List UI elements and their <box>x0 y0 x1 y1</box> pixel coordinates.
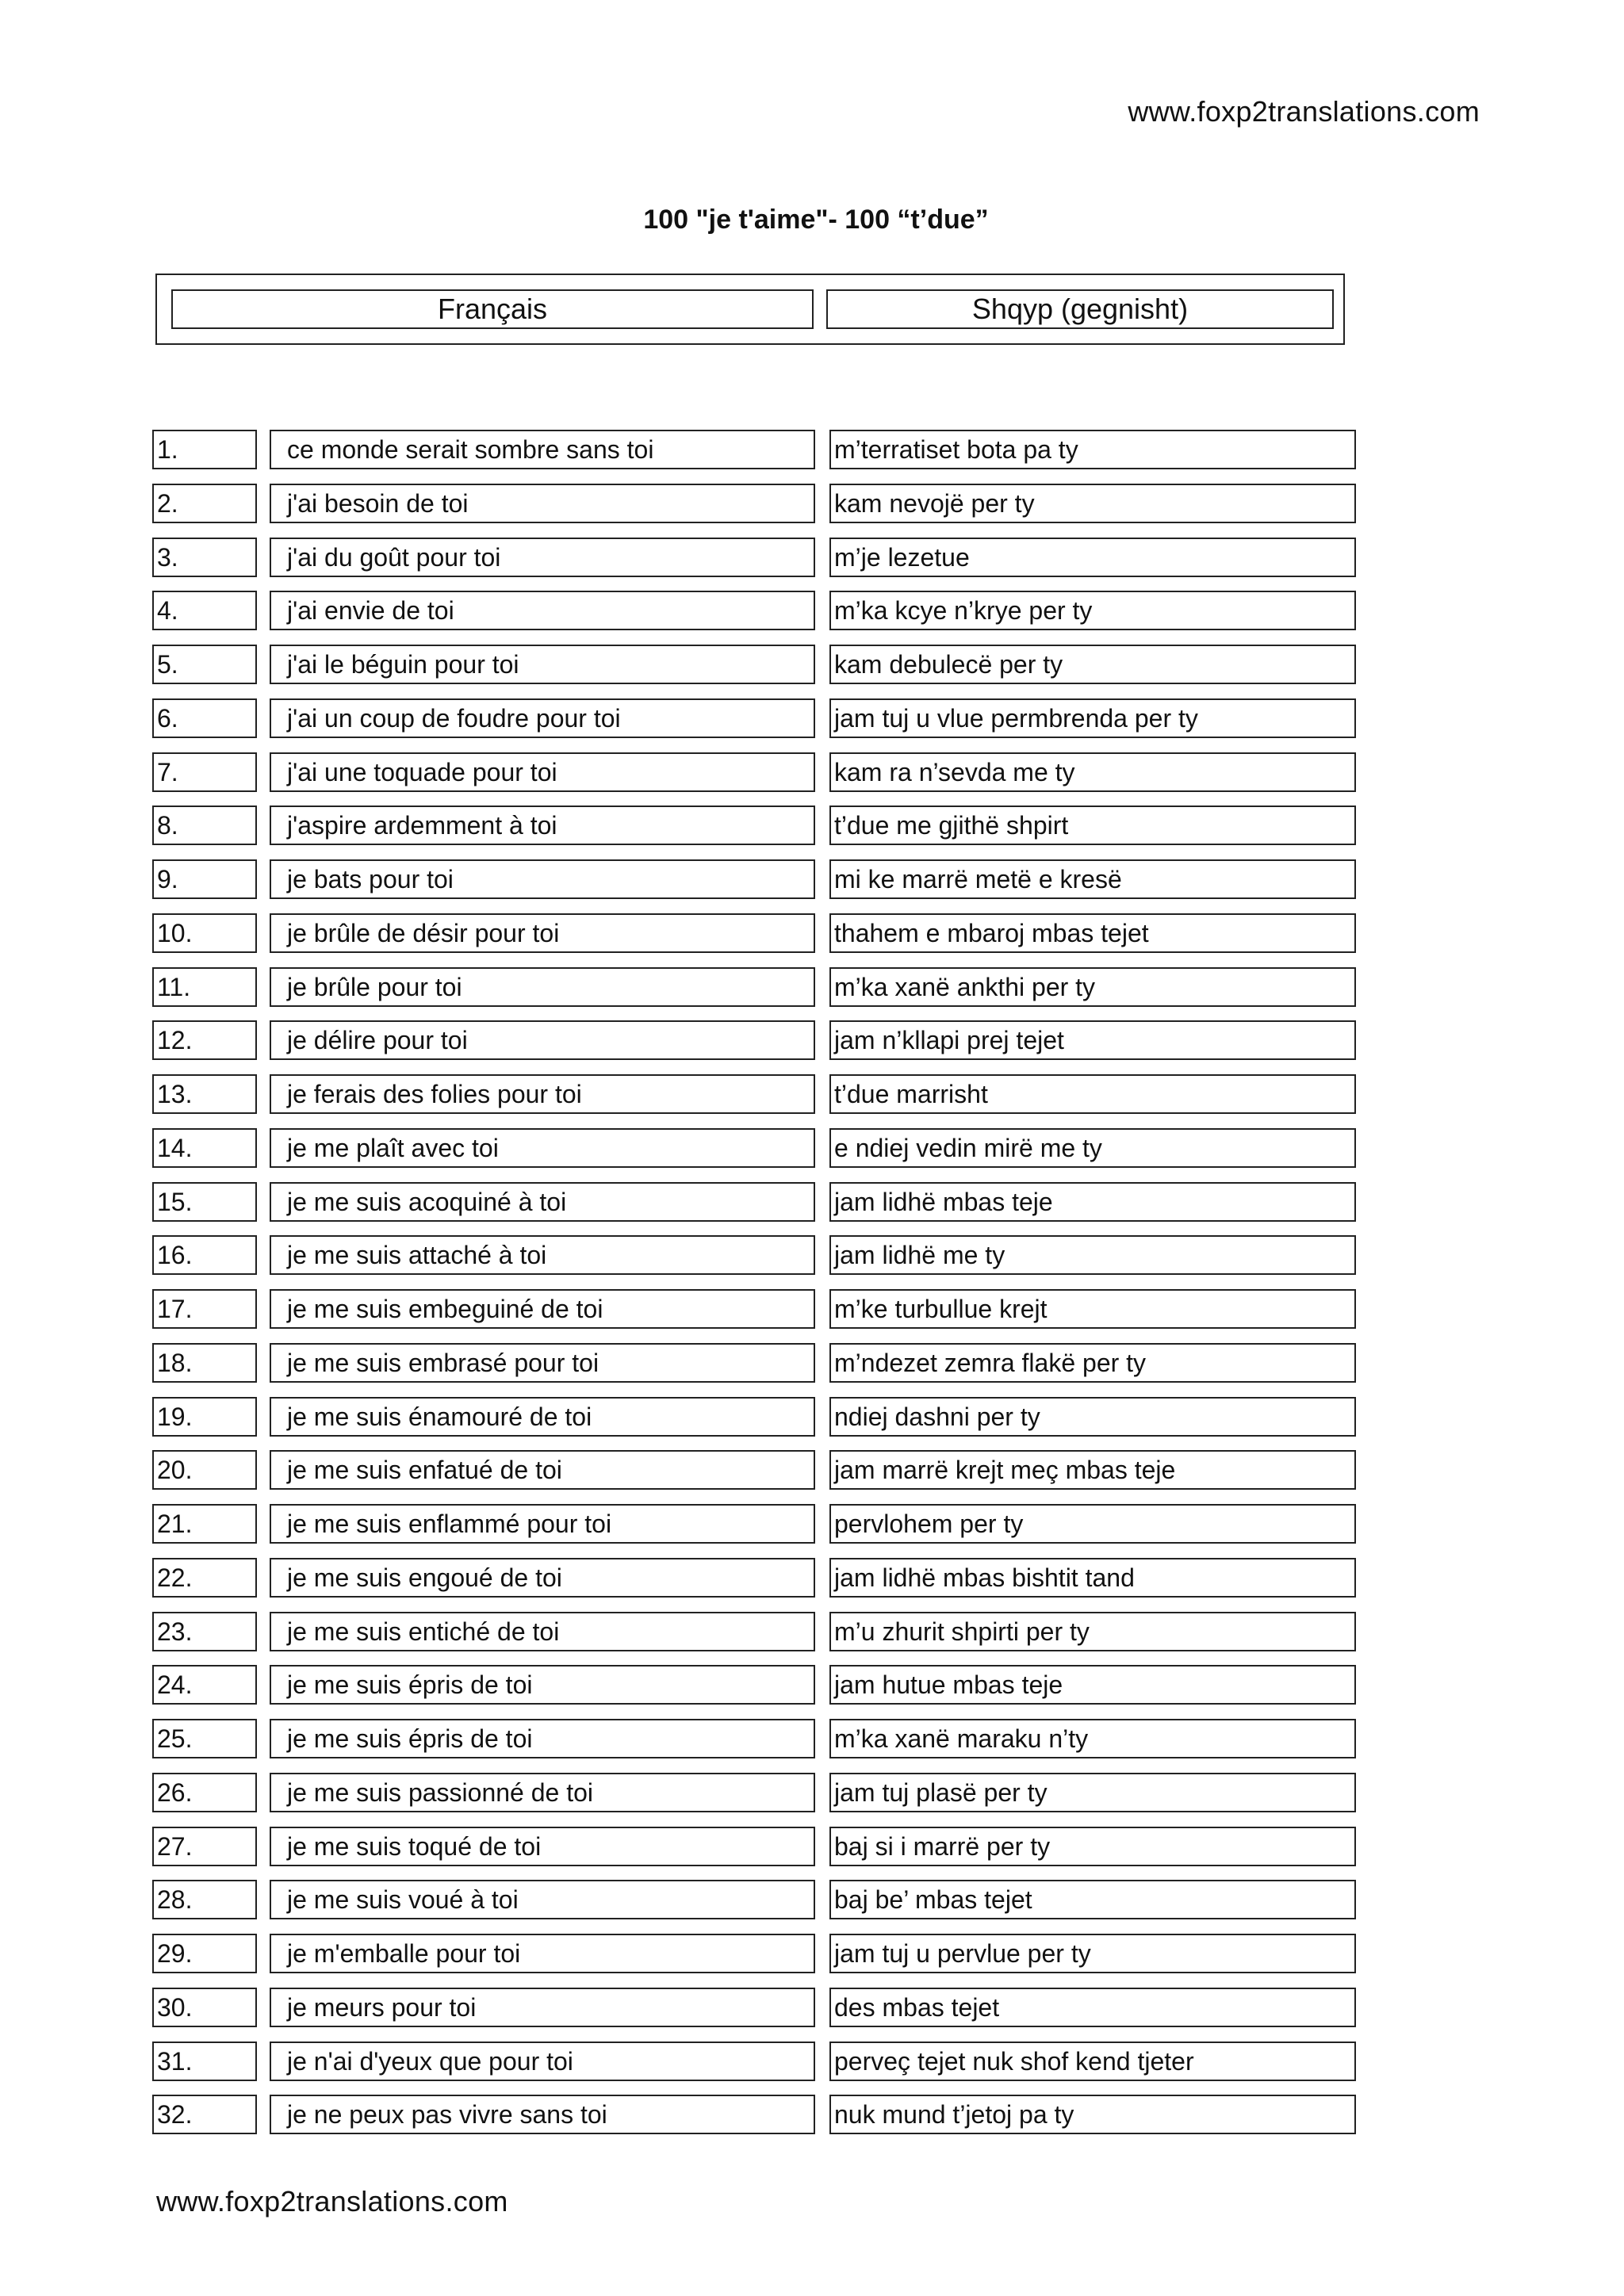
row-number: 18. <box>152 1343 257 1383</box>
row-number: 9. <box>152 859 257 899</box>
table-row <box>0 1397 1624 1437</box>
albanian-phrase: pervlohem per ty <box>829 1504 1356 1544</box>
row-number: 29. <box>152 1934 257 1973</box>
albanian-phrase: thahem e mbaroj mbas tejet <box>829 913 1356 953</box>
albanian-phrase: t’due marrisht <box>829 1074 1356 1114</box>
french-phrase: j'ai du goût pour toi <box>270 538 815 577</box>
column-header-albanian: Shqyp (gegnisht) <box>826 289 1334 329</box>
albanian-phrase: e ndiej vedin mirë me ty <box>829 1128 1356 1168</box>
albanian-phrase: jam tuj u vlue permbrenda per ty <box>829 698 1356 738</box>
row-number: 22. <box>152 1558 257 1598</box>
albanian-phrase: t’due me gjithë shpirt <box>829 806 1356 845</box>
footer-website: www.foxp2translations.com <box>156 2185 508 2218</box>
albanian-phrase: kam debulecë per ty <box>829 645 1356 684</box>
french-phrase: je me suis épris de toi <box>270 1719 815 1758</box>
albanian-phrase: nuk mund t’jetoj pa ty <box>829 2095 1356 2134</box>
table-row <box>0 1450 1624 1490</box>
row-number: 12. <box>152 1020 257 1060</box>
french-phrase: je me suis toqué de toi <box>270 1827 815 1866</box>
row-number: 7. <box>152 752 257 792</box>
french-phrase: j'ai un coup de foudre pour toi <box>270 698 815 738</box>
french-phrase: je me plaît avec toi <box>270 1128 815 1168</box>
table-row <box>0 1880 1624 1919</box>
table-row <box>0 752 1624 792</box>
table-row <box>0 1289 1624 1329</box>
column-header-frame <box>155 274 1345 345</box>
row-number: 30. <box>152 1988 257 2027</box>
row-number: 27. <box>152 1827 257 1866</box>
french-phrase: je ferais des folies pour toi <box>270 1074 815 1114</box>
french-phrase: j'ai le béguin pour toi <box>270 645 815 684</box>
french-phrase: je m'emballe pour toi <box>270 1934 815 1973</box>
page-title: 100 "je t'aime"- 100 “t’due” <box>643 205 989 235</box>
table-row <box>0 913 1624 953</box>
french-phrase: je me suis entiché de toi <box>270 1612 815 1651</box>
albanian-phrase: perveç tejet nuk shof kend tjeter <box>829 2042 1356 2081</box>
albanian-phrase: m’terratiset bota pa ty <box>829 430 1356 469</box>
table-row <box>0 1074 1624 1114</box>
table-row <box>0 859 1624 899</box>
albanian-phrase: ndiej dashni per ty <box>829 1397 1356 1437</box>
row-number: 20. <box>152 1450 257 1490</box>
table-row <box>0 1504 1624 1544</box>
french-phrase: je me suis embeguiné de toi <box>270 1289 815 1329</box>
table-row <box>0 2095 1624 2134</box>
row-number: 2. <box>152 484 257 523</box>
table-row <box>0 1128 1624 1168</box>
french-phrase: je me suis attaché à toi <box>270 1235 815 1275</box>
row-number: 10. <box>152 913 257 953</box>
row-number: 23. <box>152 1612 257 1651</box>
table-row <box>0 1235 1624 1275</box>
french-phrase: je me suis voué à toi <box>270 1880 815 1919</box>
albanian-phrase: jam marrë krejt meç mbas teje <box>829 1450 1356 1490</box>
albanian-phrase: m’ka xanë maraku n’ty <box>829 1719 1356 1758</box>
french-phrase: j'ai envie de toi <box>270 591 815 630</box>
french-phrase: je brûle pour toi <box>270 967 815 1007</box>
french-phrase: je me suis engoué de toi <box>270 1558 815 1598</box>
table-row <box>0 1665 1624 1705</box>
albanian-phrase: m’u zhurit shpirti per ty <box>829 1612 1356 1651</box>
table-row <box>0 1934 1624 1973</box>
table-row <box>0 1020 1624 1060</box>
albanian-phrase: kam ra n’sevda me ty <box>829 752 1356 792</box>
row-number: 19. <box>152 1397 257 1437</box>
table-row <box>0 1558 1624 1598</box>
albanian-phrase: m’ka kcye n’krye per ty <box>829 591 1356 630</box>
row-number: 17. <box>152 1289 257 1329</box>
french-phrase: je brûle de désir pour toi <box>270 913 815 953</box>
french-phrase: j'ai une toquade pour toi <box>270 752 815 792</box>
french-phrase: j'aspire ardemment à toi <box>270 806 815 845</box>
albanian-phrase: jam lidhë mbas teje <box>829 1182 1356 1222</box>
table-row <box>0 1827 1624 1866</box>
french-phrase: je me suis enflammé pour toi <box>270 1504 815 1544</box>
albanian-phrase: jam n’kllapi prej tejet <box>829 1020 1356 1060</box>
table-row <box>0 591 1624 630</box>
row-number: 28. <box>152 1880 257 1919</box>
albanian-phrase: baj be’ mbas tejet <box>829 1880 1356 1919</box>
albanian-phrase: jam hutue mbas teje <box>829 1665 1356 1705</box>
row-number: 15. <box>152 1182 257 1222</box>
french-phrase: je bats pour toi <box>270 859 815 899</box>
french-phrase: je me suis passionné de toi <box>270 1773 815 1812</box>
albanian-phrase: jam lidhë me ty <box>829 1235 1356 1275</box>
row-number: 25. <box>152 1719 257 1758</box>
french-phrase: j'ai besoin de toi <box>270 484 815 523</box>
header-website: www.foxp2translations.com <box>1128 95 1480 128</box>
table-row <box>0 1343 1624 1383</box>
row-number: 4. <box>152 591 257 630</box>
table-row <box>0 806 1624 845</box>
row-number: 3. <box>152 538 257 577</box>
row-number: 8. <box>152 806 257 845</box>
albanian-phrase: mi ke marrë metë e kresë <box>829 859 1356 899</box>
albanian-phrase: m’je lezetue <box>829 538 1356 577</box>
albanian-phrase: jam tuj u pervlue per ty <box>829 1934 1356 1973</box>
french-phrase: je me suis acoquiné à toi <box>270 1182 815 1222</box>
albanian-phrase: jam lidhë mbas bishtit tand <box>829 1558 1356 1598</box>
albanian-phrase: m’ndezet zemra flakë per ty <box>829 1343 1356 1383</box>
albanian-phrase: des mbas tejet <box>829 1988 1356 2027</box>
table-row <box>0 698 1624 738</box>
table-row <box>0 967 1624 1007</box>
table-row <box>0 484 1624 523</box>
row-number: 13. <box>152 1074 257 1114</box>
french-phrase: je me suis enfatué de toi <box>270 1450 815 1490</box>
french-phrase: je meurs pour toi <box>270 1988 815 2027</box>
row-number: 14. <box>152 1128 257 1168</box>
french-phrase: ce monde serait sombre sans toi <box>270 430 815 469</box>
french-phrase: je me suis épris de toi <box>270 1665 815 1705</box>
row-number: 26. <box>152 1773 257 1812</box>
table-row <box>0 1182 1624 1222</box>
row-number: 16. <box>152 1235 257 1275</box>
row-number: 21. <box>152 1504 257 1544</box>
french-phrase: je me suis embrasé pour toi <box>270 1343 815 1383</box>
french-phrase: je n'ai d'yeux que pour toi <box>270 2042 815 2081</box>
table-row <box>0 2042 1624 2081</box>
french-phrase: je délire pour toi <box>270 1020 815 1060</box>
row-number: 32. <box>152 2095 257 2134</box>
table-row <box>0 1773 1624 1812</box>
french-phrase: je me suis énamouré de toi <box>270 1397 815 1437</box>
table-row <box>0 1719 1624 1758</box>
albanian-phrase: m’ka xanë ankthi per ty <box>829 967 1356 1007</box>
table-row <box>0 430 1624 469</box>
albanian-phrase: m’ke turbullue krejt <box>829 1289 1356 1329</box>
table-row <box>0 1988 1624 2027</box>
row-number: 1. <box>152 430 257 469</box>
row-number: 6. <box>152 698 257 738</box>
row-number: 11. <box>152 967 257 1007</box>
albanian-phrase: baj si i marrë per ty <box>829 1827 1356 1866</box>
row-number: 31. <box>152 2042 257 2081</box>
row-number: 5. <box>152 645 257 684</box>
albanian-phrase: jam tuj plasë per ty <box>829 1773 1356 1812</box>
table-row <box>0 1612 1624 1651</box>
french-phrase: je ne peux pas vivre sans toi <box>270 2095 815 2134</box>
column-header-french: Français <box>171 289 814 329</box>
row-number: 24. <box>152 1665 257 1705</box>
albanian-phrase: kam nevojë per ty <box>829 484 1356 523</box>
table-row <box>0 645 1624 684</box>
table-row <box>0 538 1624 577</box>
